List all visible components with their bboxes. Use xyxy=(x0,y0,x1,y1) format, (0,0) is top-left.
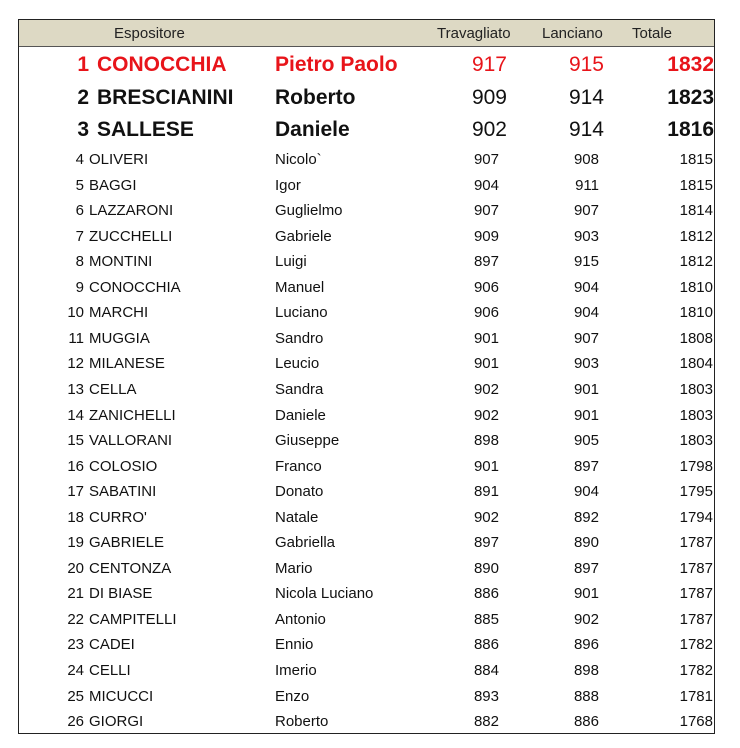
travagliato-cell: 906 xyxy=(473,304,499,322)
surname-cell: MUGGIA xyxy=(89,329,150,347)
first-name-cell: Gabriella xyxy=(275,534,336,552)
first-name-cell: Guglielmo xyxy=(275,202,343,220)
surname-cell: MILANESE xyxy=(89,355,165,373)
surname-cell: SABATINI xyxy=(89,483,157,501)
totale-cell: 1814 xyxy=(679,202,713,220)
totale-cell: 1795 xyxy=(679,483,713,501)
rank-cell: 9 xyxy=(75,278,84,296)
table-row xyxy=(19,483,714,507)
table-row xyxy=(19,585,714,609)
travagliato-cell: 891 xyxy=(473,483,499,501)
travagliato-cell: 901 xyxy=(473,457,499,475)
first-name-cell: Enzo xyxy=(275,687,310,705)
lanciano-cell: 901 xyxy=(573,406,599,424)
totale-cell: 1798 xyxy=(679,457,713,475)
table-row xyxy=(19,118,714,148)
table-row xyxy=(19,304,714,328)
table-row xyxy=(19,688,714,712)
first-name-cell: Antonio xyxy=(275,610,326,628)
surname-cell: CADEI xyxy=(89,636,135,654)
totale-cell: 1782 xyxy=(679,636,713,654)
totale-cell: 1803 xyxy=(679,432,713,450)
surname-cell: OLIVERI xyxy=(89,151,149,168)
lanciano-cell: 911 xyxy=(575,176,599,194)
rank-cell: 10 xyxy=(67,304,84,322)
travagliato-cell: 884 xyxy=(473,662,499,679)
header-espositore: Espositore xyxy=(114,25,185,42)
rank-cell: 3 xyxy=(77,118,89,141)
table-row xyxy=(19,611,714,635)
rank-cell: 12 xyxy=(67,355,84,373)
travagliato-cell: 902 xyxy=(473,406,499,424)
rank-cell: 1 xyxy=(77,53,89,76)
surname-cell: CENTONZA xyxy=(89,559,172,577)
lanciano-cell: 897 xyxy=(573,559,599,577)
travagliato-cell: 909 xyxy=(473,227,499,245)
lanciano-cell: 915 xyxy=(573,253,599,271)
totale-cell: 1832 xyxy=(667,53,714,76)
table-row xyxy=(19,86,714,116)
lanciano-cell: 898 xyxy=(573,662,599,679)
table-row xyxy=(19,560,714,584)
table-row xyxy=(19,458,714,482)
lanciano-cell: 892 xyxy=(573,508,599,526)
table-row xyxy=(19,432,714,456)
first-name-cell: Daniele xyxy=(275,406,326,424)
first-name-cell: Gabriele xyxy=(275,227,332,245)
rank-cell: 19 xyxy=(67,534,84,552)
travagliato-cell: 907 xyxy=(473,202,499,220)
rank-cell: 22 xyxy=(67,610,84,628)
surname-cell: BRESCIANINI xyxy=(97,86,234,109)
totale-cell: 1803 xyxy=(679,406,713,424)
rank-cell: 24 xyxy=(67,662,84,679)
travagliato-cell: 904 xyxy=(473,176,499,194)
table-row xyxy=(19,253,714,277)
surname-cell: SALLESE xyxy=(97,118,194,141)
totale-cell: 1787 xyxy=(679,585,713,603)
rank-cell: 6 xyxy=(75,202,84,220)
first-name-cell: Mario xyxy=(275,559,313,577)
table-row xyxy=(19,713,714,737)
travagliato-cell: 882 xyxy=(473,713,499,731)
first-name-cell: Manuel xyxy=(275,278,325,296)
surname-cell: MONTINI xyxy=(89,253,153,271)
lanciano-cell: 914 xyxy=(568,86,604,109)
rank-cell: 15 xyxy=(67,432,84,450)
first-name-cell: Leucio xyxy=(275,355,320,373)
first-name-cell: Luciano xyxy=(275,304,328,322)
rank-cell: 21 xyxy=(67,585,84,603)
lanciano-cell: 904 xyxy=(573,278,599,296)
table-row xyxy=(19,177,714,201)
lanciano-cell: 902 xyxy=(573,610,599,628)
surname-cell: ZUCCHELLI xyxy=(89,227,173,245)
first-name-cell: Nicola Luciano xyxy=(275,585,374,603)
totale-cell: 1810 xyxy=(679,304,713,322)
first-name-cell: Daniele xyxy=(275,118,350,141)
surname-cell: MICUCCI xyxy=(89,687,154,705)
surname-cell: MARCHI xyxy=(89,304,149,322)
lanciano-cell: 915 xyxy=(568,53,604,76)
travagliato-cell: 897 xyxy=(473,534,499,552)
first-name-cell: Sandra xyxy=(275,380,324,398)
header-totale: Totale xyxy=(632,25,673,42)
totale-cell: 1787 xyxy=(679,610,713,628)
totale-cell: 1815 xyxy=(679,151,713,168)
travagliato-cell: 902 xyxy=(473,380,499,398)
totale-cell: 1810 xyxy=(679,278,713,296)
rank-cell: 25 xyxy=(67,687,84,705)
table-row xyxy=(19,534,714,558)
first-name-cell: Igor xyxy=(275,176,301,194)
totale-cell: 1803 xyxy=(679,380,713,398)
totale-cell: 1787 xyxy=(679,534,713,552)
lanciano-cell: 903 xyxy=(573,355,599,373)
lanciano-cell: 888 xyxy=(573,687,599,705)
lanciano-cell: 897 xyxy=(573,457,599,475)
lanciano-cell: 905 xyxy=(573,432,599,450)
travagliato-cell: 886 xyxy=(473,585,499,603)
header-lanciano: Lanciano xyxy=(542,25,603,42)
lanciano-cell: 886 xyxy=(573,713,599,731)
totale-cell: 1768 xyxy=(679,713,713,731)
header-travagliato: Travagliato xyxy=(437,25,511,42)
table-row xyxy=(19,355,714,379)
lanciano-cell: 901 xyxy=(573,380,599,398)
rank-cell: 11 xyxy=(68,329,84,347)
rank-cell: 17 xyxy=(67,483,84,501)
totale-cell: 1782 xyxy=(679,662,713,679)
rank-cell: 14 xyxy=(67,406,84,424)
rank-cell: 18 xyxy=(67,508,84,526)
table-row xyxy=(19,53,714,83)
first-name-cell: Luigi xyxy=(275,253,307,271)
table-row xyxy=(19,662,714,686)
travagliato-cell: 897 xyxy=(473,253,499,271)
lanciano-cell: 907 xyxy=(573,329,599,347)
table-row xyxy=(19,151,714,175)
travagliato-cell: 898 xyxy=(473,432,499,450)
totale-cell: 1812 xyxy=(679,253,713,271)
first-name-cell: Nicolo` xyxy=(275,151,322,168)
surname-cell: ZANICHELLI xyxy=(89,406,176,424)
surname-cell: GIORGI xyxy=(89,713,144,731)
travagliato-cell: 893 xyxy=(473,687,499,705)
table-row xyxy=(19,330,714,354)
table-row xyxy=(19,636,714,660)
table-row xyxy=(19,509,714,533)
travagliato-cell: 885 xyxy=(473,610,499,628)
surname-cell: CELLI xyxy=(89,662,131,679)
first-name-cell: Ennio xyxy=(275,636,314,654)
travagliato-cell: 902 xyxy=(471,118,507,141)
lanciano-cell: 901 xyxy=(573,585,599,603)
surname-cell: LAZZARONI xyxy=(89,202,174,220)
lanciano-cell: 904 xyxy=(573,304,599,322)
surname-cell: BAGGI xyxy=(89,176,137,194)
totale-cell: 1804 xyxy=(679,355,713,373)
travagliato-cell: 890 xyxy=(473,559,499,577)
lanciano-cell: 890 xyxy=(573,534,599,552)
first-name-cell: Imerio xyxy=(275,662,317,679)
travagliato-cell: 906 xyxy=(473,278,499,296)
first-name-cell: Donato xyxy=(275,483,324,501)
surname-cell: GABRIELE xyxy=(89,534,165,552)
totale-cell: 1812 xyxy=(679,227,713,245)
lanciano-cell: 914 xyxy=(568,118,604,141)
surname-cell: CURRO' xyxy=(89,508,147,526)
rank-cell: 2 xyxy=(77,86,89,109)
travagliato-cell: 909 xyxy=(471,86,507,109)
first-name-cell: Pietro Paolo xyxy=(275,53,398,76)
surname-cell: CONOCCHIA xyxy=(97,53,227,76)
lanciano-cell: 896 xyxy=(573,636,599,654)
surname-cell: COLOSIO xyxy=(89,457,158,475)
travagliato-cell: 917 xyxy=(471,53,507,76)
surname-cell: VALLORANI xyxy=(89,432,173,450)
rank-cell: 8 xyxy=(75,253,84,271)
rank-cell: 4 xyxy=(75,151,84,168)
rank-cell: 23 xyxy=(67,636,84,654)
rank-cell: 5 xyxy=(75,176,84,194)
surname-cell: CAMPITELLI xyxy=(89,610,177,628)
lanciano-cell: 907 xyxy=(573,202,599,220)
first-name-cell: Franco xyxy=(275,457,322,475)
totale-cell: 1781 xyxy=(679,687,713,705)
table-row xyxy=(19,381,714,405)
first-name-cell: Sandro xyxy=(275,329,324,347)
surname-cell: CONOCCHIA xyxy=(89,278,181,296)
lanciano-cell: 908 xyxy=(573,151,599,168)
table-row xyxy=(19,202,714,226)
travagliato-cell: 901 xyxy=(473,355,499,373)
travagliato-cell: 907 xyxy=(473,151,499,168)
results-table xyxy=(18,19,715,734)
totale-cell: 1823 xyxy=(667,86,714,109)
surname-cell: CELLA xyxy=(89,380,137,398)
travagliato-cell: 902 xyxy=(473,508,499,526)
first-name-cell: Roberto xyxy=(275,713,329,731)
totale-cell: 1794 xyxy=(679,508,713,526)
travagliato-cell: 886 xyxy=(473,636,499,654)
rank-cell: 13 xyxy=(67,380,84,398)
first-name-cell: Natale xyxy=(275,508,319,526)
rank-cell: 20 xyxy=(67,559,84,577)
table-row xyxy=(19,279,714,303)
rank-cell: 7 xyxy=(75,227,84,245)
rank-cell: 26 xyxy=(67,713,84,731)
table-row xyxy=(19,407,714,431)
totale-cell: 1808 xyxy=(679,329,713,347)
table-row xyxy=(19,228,714,252)
table-header xyxy=(19,20,714,47)
totale-cell: 1787 xyxy=(679,559,713,577)
totale-cell: 1815 xyxy=(679,176,713,194)
rank-cell: 16 xyxy=(67,457,84,475)
lanciano-cell: 903 xyxy=(573,227,599,245)
surname-cell: DI BIASE xyxy=(89,585,153,603)
first-name-cell: Roberto xyxy=(275,86,356,109)
first-name-cell: Giuseppe xyxy=(275,432,340,450)
travagliato-cell: 901 xyxy=(473,329,499,347)
lanciano-cell: 904 xyxy=(573,483,599,501)
totale-cell: 1816 xyxy=(667,118,714,141)
